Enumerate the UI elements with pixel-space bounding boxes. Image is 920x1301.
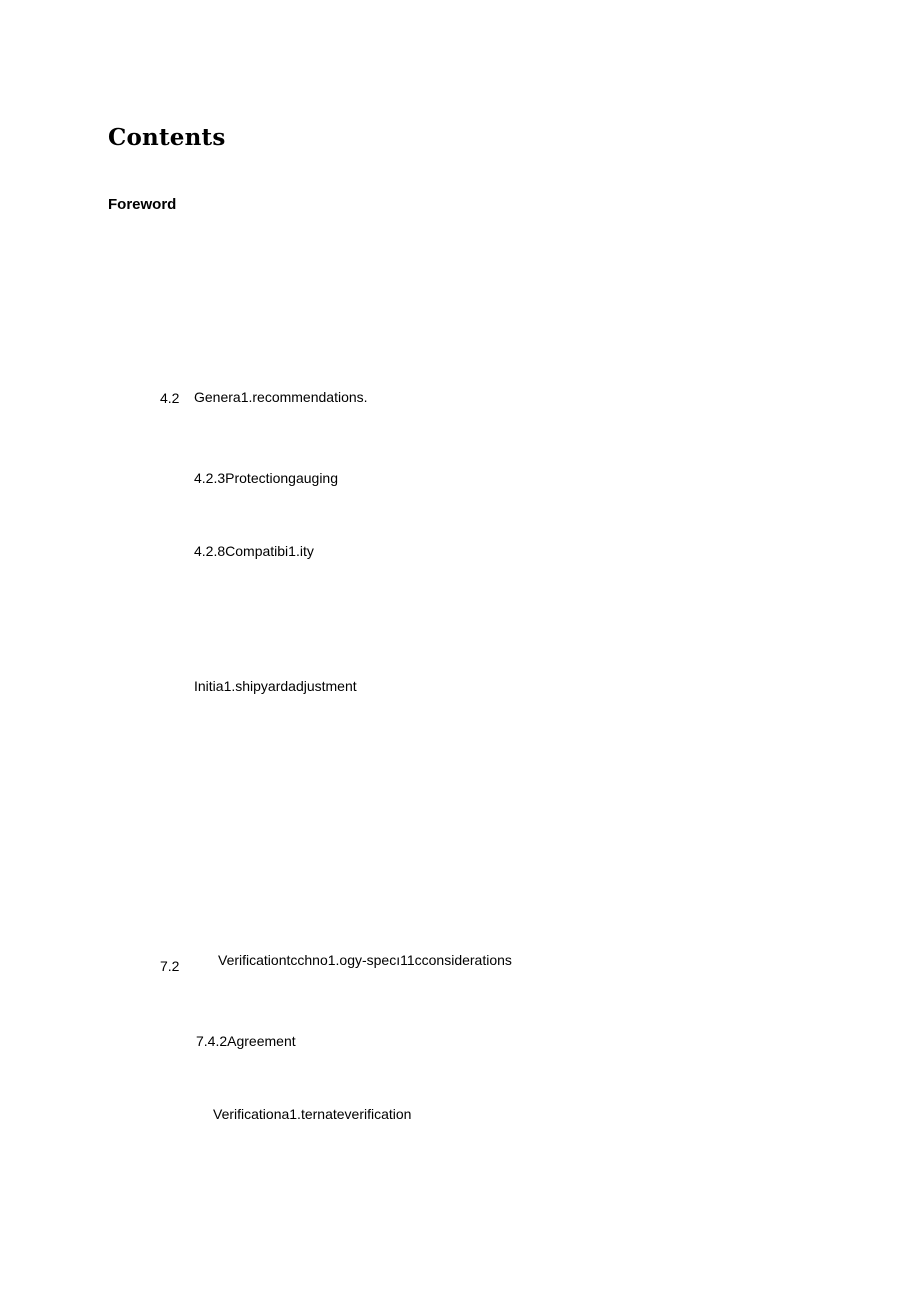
toc-entry-title: 7.4.2Agreement	[196, 1033, 296, 1049]
toc-entry-number: 7.2	[160, 958, 180, 974]
foreword-heading: Foreword	[108, 196, 177, 213]
toc-entry-title: Genera1.recommendations.	[194, 389, 368, 405]
toc-entry-number: 4.2	[160, 390, 180, 406]
toc-entry-title: Initia1.shipyardadjustment	[194, 678, 357, 694]
toc-entry-title: Verificationa1.ternateverification	[213, 1106, 412, 1122]
toc-entry-title: 4.2.3Protectiongauging	[194, 470, 338, 486]
contents-heading: Contents	[108, 124, 226, 151]
toc-entry-title: Verificationtcchno1.ogy-specı11cconsiderations	[218, 952, 512, 968]
toc-entry-title: 4.2.8Compatibi1.ity	[194, 543, 314, 559]
